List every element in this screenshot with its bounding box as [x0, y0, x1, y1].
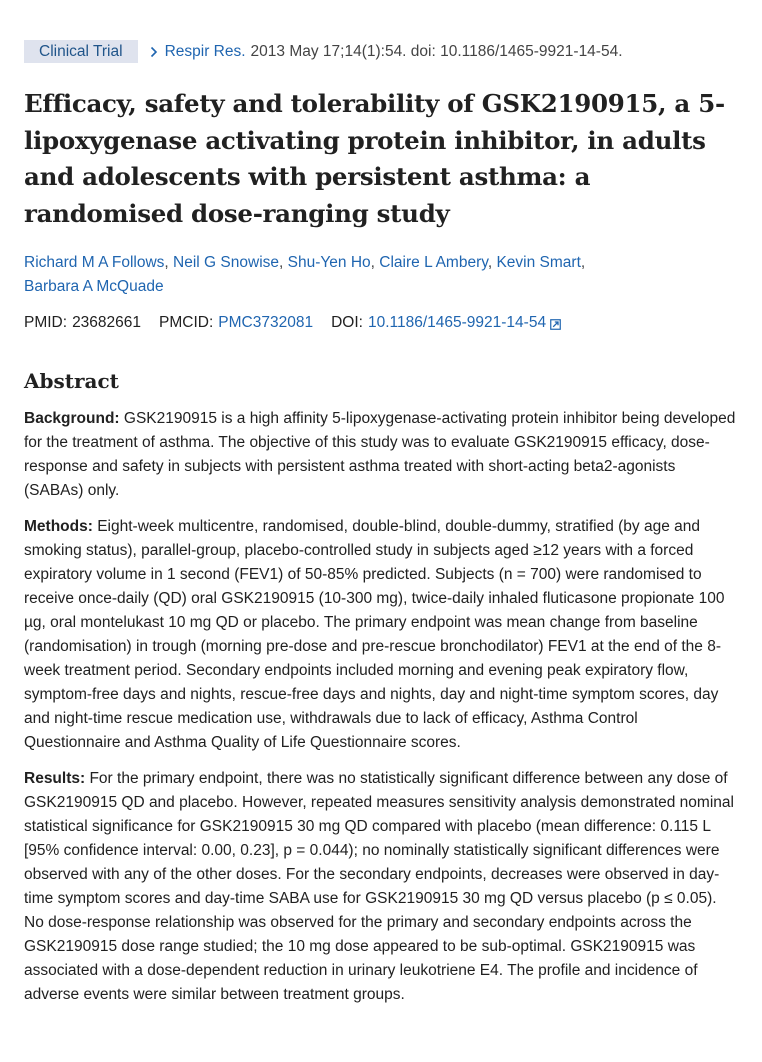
abstract-results: [24, 767, 738, 1007]
section-text: GSK2190915 is a high affinity 5-lipoxygenase-activating protein inhibitor being developed for the treatment of asthma. The objective of this study was to evaluate GSK2190915 efficacy, dose-response and safety in subjects with persistent asthma treated with short-acting beta2-agonists (SABAs) only.: [24, 410, 736, 499]
journal-citation: [149, 41, 623, 63]
author-link[interactable]: Richard M A Follows: [24, 254, 165, 271]
doi-link[interactable]: 10.1186/1465-9921-14-54: [367, 314, 547, 331]
author-link[interactable]: Shu-Yen Ho: [287, 254, 371, 271]
article-identifiers: [24, 311, 561, 335]
author-link[interactable]: Neil G Snowise: [173, 254, 280, 271]
pmid-value: 23682661: [72, 314, 142, 331]
chevron-right-icon: [149, 46, 159, 58]
abstract-body: [24, 407, 738, 1019]
section-label: Methods:: [24, 518, 93, 535]
section-text: For the primary endpoint, there was no statistically significant difference between any dose of GSK2190915 QD and placebo. However, repeated measures sensitivity analysis demonstrated nominal statistical significance for GSK2190915 30 mg QD compared with placebo (mean difference: 0.115 L [95% confidence interval: 0.00, 0.23], p = 0.044); no nominally statistically significant differences were observed with any of the other doses. For the secondary endpoints, decreases were observed in day-time symptom scores and day-time SABA use for GSK2190915 30 mg QD versus placebo (p ≤ 0.05). No dose-response relationship was observed for the primary and secondary endpoints across the GSK2190915 dose range studied; the 10 mg dose appeared to be sub-optimal. GSK2190915 was associated with a dose-dependent reduction in urinary leukotriene E4. The profile and incidence of adverse events were similar between treatment groups.: [24, 770, 734, 1003]
section-label: Results:: [24, 770, 86, 787]
pmcid-label: PMCID:: [159, 314, 214, 331]
article-title: Efficacy, safety and tolerability of GSK2190915, a 5-lipoxygenase activating protein inhibitor, in adults and adolescents with persistent asthma: a randomised dose-ranging study: [24, 89, 725, 228]
authors-list: Richard M A Follows, Neil G Snowise, Shu-Yen Ho, Claire L Ambery, Kevin Smart, Barbara A McQuade: [24, 254, 586, 295]
abstract-heading: Abstract: [24, 369, 119, 393]
journal-link[interactable]: Respir Res.: [164, 42, 246, 60]
abstract-background: [24, 407, 738, 503]
citation-text: 2013 May 17;14(1):54. doi: 10.1186/1465-9921-14-54.: [250, 42, 623, 60]
section-text: Eight-week multicentre, randomised, double-blind, double-dummy, stratified (by age and smoking status), parallel-group, placebo-controlled study in subjects aged ≥12 years with a forced expiratory volume in 1 second (FEV1) of 50-85% predicted. Subjects (n = 700) were randomised to receive once-daily (QD) oral GSK2190915 (10-300 mg), twice-daily inhaled fluticasone propionate 100 µg, oral montelukast 10 mg QD or placebo. The primary endpoint was mean change from baseline (randomisation) in trough (morning pre-dose and pre-rescue bronchodilator) FEV1 at the end of the 8-week treatment period. Secondary endpoints included morning and evening peak expiratory flow, symptom-free days and nights, rescue-free days and nights, day and night-time symptom scores, day and night-time rescue medication use, withdrawals due to lack of efficacy, Asthma Control Questionnaire and Asthma Quality of Life Questionnaire scores.: [24, 518, 725, 751]
abstract-methods: [24, 515, 738, 755]
author-link[interactable]: Barbara A McQuade: [24, 278, 164, 295]
author-link[interactable]: Claire L Ambery: [379, 254, 488, 271]
publication-type-badge: Clinical Trial: [24, 40, 138, 63]
article-heading-line: [24, 40, 623, 63]
external-link-icon: [550, 319, 561, 330]
section-label: Background:: [24, 410, 120, 427]
pmid-label: PMID:: [24, 314, 68, 331]
author-link[interactable]: Kevin Smart: [496, 254, 581, 271]
pmcid-link[interactable]: PMC3732081: [218, 314, 314, 331]
doi-label: DOI:: [331, 314, 363, 331]
